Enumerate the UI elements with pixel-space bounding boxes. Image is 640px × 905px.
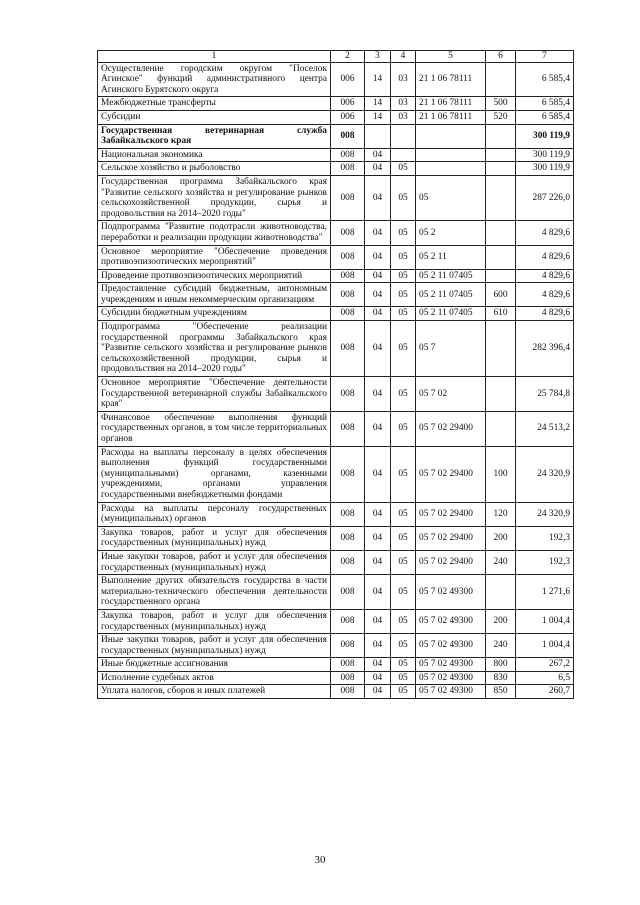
target-item-code-cell: 05 7 02 [416, 377, 486, 412]
table-row [98, 658, 574, 672]
expense-name-cell: Субсидии бюджетным учреждениям [98, 307, 331, 321]
amount-cell: 1 004,4 [516, 609, 574, 633]
subsection-code-cell: 05 [391, 502, 416, 526]
target-item-code-cell: 05 7 02 29400 [416, 411, 486, 446]
table-row [98, 550, 574, 574]
amount-cell: 282 396,4 [516, 321, 574, 377]
target-item-code-cell [416, 148, 486, 162]
expense-type-code-cell [486, 377, 516, 412]
header-cell: 1 [98, 51, 331, 63]
department-code-cell: 008 [331, 526, 365, 550]
table-row [98, 221, 574, 245]
expense-name-cell: Иные закупки товаров, работ и услуг для обеспечения государственных (муниципальных) нужд [98, 550, 331, 574]
section-code-cell: 04 [365, 411, 391, 446]
amount-cell: 4 829,6 [516, 283, 574, 307]
expense-name-cell: Национальная экономика [98, 148, 331, 162]
department-code-cell: 008 [331, 377, 365, 412]
department-code-cell: 008 [331, 307, 365, 321]
header-cell: 3 [365, 51, 391, 63]
subsection-code-cell: 05 [391, 671, 416, 685]
target-item-code-cell: 05 7 02 49300 [416, 671, 486, 685]
subsection-code-cell: 05 [391, 162, 416, 176]
department-code-cell: 008 [331, 446, 365, 502]
amount-cell: 260,7 [516, 685, 574, 699]
department-code-cell: 008 [331, 321, 365, 377]
table-row [98, 62, 574, 97]
amount-cell: 300 119,9 [516, 162, 574, 176]
subsection-code-cell: 05 [391, 307, 416, 321]
expense-type-code-cell: 500 [486, 97, 516, 111]
expense-name-cell: Подпрограмма "Обеспечение реализации государственной программы Забайкальского края "Развитие сельского хозяйства и регулирование рынков сельскохозяйственной продукции, сырья и продовольствия на 2014–2020 годы" [98, 321, 331, 377]
amount-cell: 6 585,4 [516, 62, 574, 97]
expense-name-cell: Основное мероприятие "Обеспечение деятельности Государственной ветеринарной службы Забайкальского края" [98, 377, 331, 412]
table-row [98, 97, 574, 111]
expense-name-cell: Осуществление городским округом "Поселок Агинское" функций административного центра Агинского Бурятского округа [98, 62, 331, 97]
header-cell: 7 [516, 51, 574, 63]
table-row [98, 175, 574, 220]
subsection-code-cell [391, 148, 416, 162]
subsection-code-cell: 03 [391, 110, 416, 124]
amount-cell: 192,3 [516, 550, 574, 574]
target-item-code-cell: 05 7 02 49300 [416, 634, 486, 658]
expense-type-code-cell: 240 [486, 634, 516, 658]
subsection-code-cell: 05 [391, 658, 416, 672]
expense-name-cell: Предоставление субсидий бюджетным, автономным учреждениям и иным некоммерческим организациям [98, 283, 331, 307]
subsection-code-cell: 05 [391, 377, 416, 412]
department-code-cell: 008 [331, 658, 365, 672]
expense-name-cell: Расходы на выплаты персоналу государственных (муниципальных) органов [98, 502, 331, 526]
amount-cell: 4 829,6 [516, 269, 574, 283]
section-code-cell: 04 [365, 685, 391, 699]
table-row [98, 411, 574, 446]
target-item-code-cell: 05 7 02 49300 [416, 575, 486, 610]
section-code-cell: 04 [365, 671, 391, 685]
expense-type-code-cell [486, 124, 516, 148]
table-row [98, 321, 574, 377]
section-code-cell [365, 124, 391, 148]
page-number: 30 [314, 854, 326, 866]
table-row [98, 502, 574, 526]
amount-cell: 267,2 [516, 658, 574, 672]
table-row [98, 269, 574, 283]
table-row [98, 162, 574, 176]
expense-type-code-cell [486, 575, 516, 610]
target-item-code-cell: 05 7 02 29400 [416, 550, 486, 574]
expense-type-code-cell [486, 175, 516, 220]
subsection-code-cell: 05 [391, 685, 416, 699]
expense-type-code-cell: 600 [486, 283, 516, 307]
expense-type-code-cell: 200 [486, 609, 516, 633]
amount-cell: 24 320,9 [516, 502, 574, 526]
amount-cell: 287 226,0 [516, 175, 574, 220]
table-row [98, 245, 574, 269]
expense-type-code-cell: 100 [486, 446, 516, 502]
table-row [98, 671, 574, 685]
department-code-cell: 008 [331, 175, 365, 220]
target-item-code-cell: 05 2 11 [416, 245, 486, 269]
section-code-cell: 04 [365, 175, 391, 220]
section-code-cell: 04 [365, 550, 391, 574]
expense-type-code-cell [486, 221, 516, 245]
subsection-code-cell: 05 [391, 575, 416, 610]
section-code-cell: 14 [365, 62, 391, 97]
table-row [98, 575, 574, 610]
amount-cell: 192,3 [516, 526, 574, 550]
amount-cell: 6,5 [516, 671, 574, 685]
budget-table [97, 50, 574, 699]
expense-type-code-cell [486, 148, 516, 162]
section-code-cell: 14 [365, 110, 391, 124]
amount-cell: 6 585,4 [516, 110, 574, 124]
table-row [98, 124, 574, 148]
section-code-cell: 04 [365, 446, 391, 502]
expense-name-cell: Сельское хозяйство и рыболовство [98, 162, 331, 176]
expense-name-cell: Проведение противоэпизоотических мероприятий [98, 269, 331, 283]
table-row [98, 446, 574, 502]
header-cell: 2 [331, 51, 365, 63]
amount-cell: 25 784,8 [516, 377, 574, 412]
amount-cell: 24 320,9 [516, 446, 574, 502]
department-code-cell: 008 [331, 671, 365, 685]
expense-name-cell: Государственная программа Забайкальского края "Развитие сельского хозяйства и регулирование рынков сельскохозяйственной продукции, сырья и продовольствия на 2014–2020 годы" [98, 175, 331, 220]
subsection-code-cell: 05 [391, 283, 416, 307]
expense-type-code-cell [486, 62, 516, 97]
expense-name-cell: Государственная ветеринарная служба Забайкальского края [98, 124, 331, 148]
section-code-cell: 04 [365, 269, 391, 283]
department-code-cell: 008 [331, 685, 365, 699]
target-item-code-cell: 21 1 06 78111 [416, 62, 486, 97]
table-row [98, 609, 574, 633]
table-row [98, 148, 574, 162]
section-code-cell: 04 [365, 609, 391, 633]
subsection-code-cell: 05 [391, 269, 416, 283]
department-code-cell: 008 [331, 634, 365, 658]
section-code-cell: 04 [365, 148, 391, 162]
expense-name-cell: Выполнение других обязательств государства в части материально-технического обеспечения деятельности государственного органа [98, 575, 331, 610]
target-item-code-cell [416, 124, 486, 148]
amount-cell: 300 119,9 [516, 124, 574, 148]
department-code-cell: 008 [331, 575, 365, 610]
amount-cell: 1 004,4 [516, 634, 574, 658]
table-row [98, 307, 574, 321]
section-code-cell: 04 [365, 221, 391, 245]
section-code-cell: 04 [365, 307, 391, 321]
subsection-code-cell: 05 [391, 609, 416, 633]
subsection-code-cell: 05 [391, 321, 416, 377]
amount-cell: 24 513,2 [516, 411, 574, 446]
expense-name-cell: Основное мероприятие "Обеспечение проведения противоэпизоотических мероприятий" [98, 245, 331, 269]
table-row [98, 526, 574, 550]
expense-type-code-cell: 800 [486, 658, 516, 672]
target-item-code-cell: 05 2 11 07405 [416, 307, 486, 321]
header-cell: 4 [391, 51, 416, 63]
target-item-code-cell: 05 7 [416, 321, 486, 377]
amount-cell: 4 829,6 [516, 307, 574, 321]
subsection-code-cell: 05 [391, 526, 416, 550]
amount-cell: 4 829,6 [516, 221, 574, 245]
expense-type-code-cell [486, 162, 516, 176]
expense-type-code-cell [486, 245, 516, 269]
department-code-cell: 008 [331, 221, 365, 245]
table-row [98, 283, 574, 307]
target-item-code-cell: 05 7 02 49300 [416, 685, 486, 699]
subsection-code-cell: 05 [391, 175, 416, 220]
target-item-code-cell: 05 2 11 07405 [416, 283, 486, 307]
target-item-code-cell: 05 7 02 29400 [416, 502, 486, 526]
subsection-code-cell: 05 [391, 446, 416, 502]
department-code-cell: 006 [331, 97, 365, 111]
expense-name-cell: Иные закупки товаров, работ и услуг для обеспечения государственных (муниципальных) нужд [98, 634, 331, 658]
section-code-cell: 04 [365, 162, 391, 176]
section-code-cell: 04 [365, 658, 391, 672]
expense-name-cell: Иные бюджетные ассигнования [98, 658, 331, 672]
department-code-cell: 008 [331, 283, 365, 307]
header-cell: 5 [416, 51, 486, 63]
amount-cell: 6 585,4 [516, 97, 574, 111]
target-item-code-cell: 05 7 02 29400 [416, 446, 486, 502]
amount-cell: 4 829,6 [516, 245, 574, 269]
subsection-code-cell: 05 [391, 550, 416, 574]
target-item-code-cell: 05 7 02 29400 [416, 526, 486, 550]
target-item-code-cell: 05 2 11 07405 [416, 269, 486, 283]
expense-type-code-cell: 520 [486, 110, 516, 124]
expense-type-code-cell: 240 [486, 550, 516, 574]
target-item-code-cell: 05 7 02 49300 [416, 609, 486, 633]
expense-name-cell: Межбюджетные трансферты [98, 97, 331, 111]
expense-type-code-cell [486, 321, 516, 377]
department-code-cell: 008 [331, 609, 365, 633]
target-item-code-cell: 05 2 [416, 221, 486, 245]
expense-name-cell: Закупка товаров, работ и услуг для обеспечения государственных (муниципальных) нужд [98, 609, 331, 633]
expense-type-code-cell: 830 [486, 671, 516, 685]
expense-type-code-cell [486, 411, 516, 446]
table-row [98, 377, 574, 412]
subsection-code-cell: 05 [391, 634, 416, 658]
department-code-cell: 008 [331, 124, 365, 148]
department-code-cell: 008 [331, 269, 365, 283]
subsection-code-cell: 03 [391, 62, 416, 97]
expense-type-code-cell: 200 [486, 526, 516, 550]
section-code-cell: 04 [365, 321, 391, 377]
department-code-cell: 008 [331, 502, 365, 526]
subsection-code-cell: 03 [391, 97, 416, 111]
target-item-code-cell: 21 1 06 78111 [416, 110, 486, 124]
department-code-cell: 006 [331, 62, 365, 97]
amount-cell: 300 119,9 [516, 148, 574, 162]
target-item-code-cell: 05 7 02 49300 [416, 658, 486, 672]
table-row [98, 110, 574, 124]
expense-name-cell: Расходы на выплаты персоналу в целях обеспечения выполнения функций государственными (муниципальными) органами, казенными учреждениями, органами управления государственными внебюджетными фондами [98, 446, 331, 502]
section-code-cell: 04 [365, 245, 391, 269]
table-row [98, 634, 574, 658]
department-code-cell: 008 [331, 411, 365, 446]
section-code-cell: 04 [365, 634, 391, 658]
subsection-code-cell: 05 [391, 411, 416, 446]
section-code-cell: 04 [365, 502, 391, 526]
expense-type-code-cell [486, 269, 516, 283]
department-code-cell: 006 [331, 110, 365, 124]
expense-name-cell: Уплата налогов, сборов и иных платежей [98, 685, 331, 699]
section-code-cell: 14 [365, 97, 391, 111]
amount-cell: 1 271,6 [516, 575, 574, 610]
subsection-code-cell [391, 124, 416, 148]
expense-type-code-cell: 610 [486, 307, 516, 321]
subsection-code-cell: 05 [391, 245, 416, 269]
expense-type-code-cell: 850 [486, 685, 516, 699]
target-item-code-cell: 05 [416, 175, 486, 220]
budget-table-body [98, 51, 574, 699]
table-header-row [98, 51, 574, 63]
expense-name-cell: Закупка товаров, работ и услуг для обеспечения государственных (муниципальных) нужд [98, 526, 331, 550]
expense-name-cell: Исполнение судебных актов [98, 671, 331, 685]
table-row [98, 685, 574, 699]
subsection-code-cell: 05 [391, 221, 416, 245]
expense-name-cell: Финансовое обеспечение выполнения функций государственных органов, в том числе территориальных органов [98, 411, 331, 446]
department-code-cell: 008 [331, 148, 365, 162]
section-code-cell: 04 [365, 575, 391, 610]
target-item-code-cell [416, 162, 486, 176]
department-code-cell: 008 [331, 550, 365, 574]
target-item-code-cell: 21 1 06 78111 [416, 97, 486, 111]
department-code-cell: 008 [331, 245, 365, 269]
section-code-cell: 04 [365, 377, 391, 412]
expense-name-cell: Подпрограмма "Развитие подотрасли животноводства, переработки и реализации продукции животноводства" [98, 221, 331, 245]
expense-name-cell: Субсидии [98, 110, 331, 124]
section-code-cell: 04 [365, 283, 391, 307]
expense-type-code-cell: 120 [486, 502, 516, 526]
department-code-cell: 008 [331, 162, 365, 176]
section-code-cell: 04 [365, 526, 391, 550]
header-cell: 6 [486, 51, 516, 63]
